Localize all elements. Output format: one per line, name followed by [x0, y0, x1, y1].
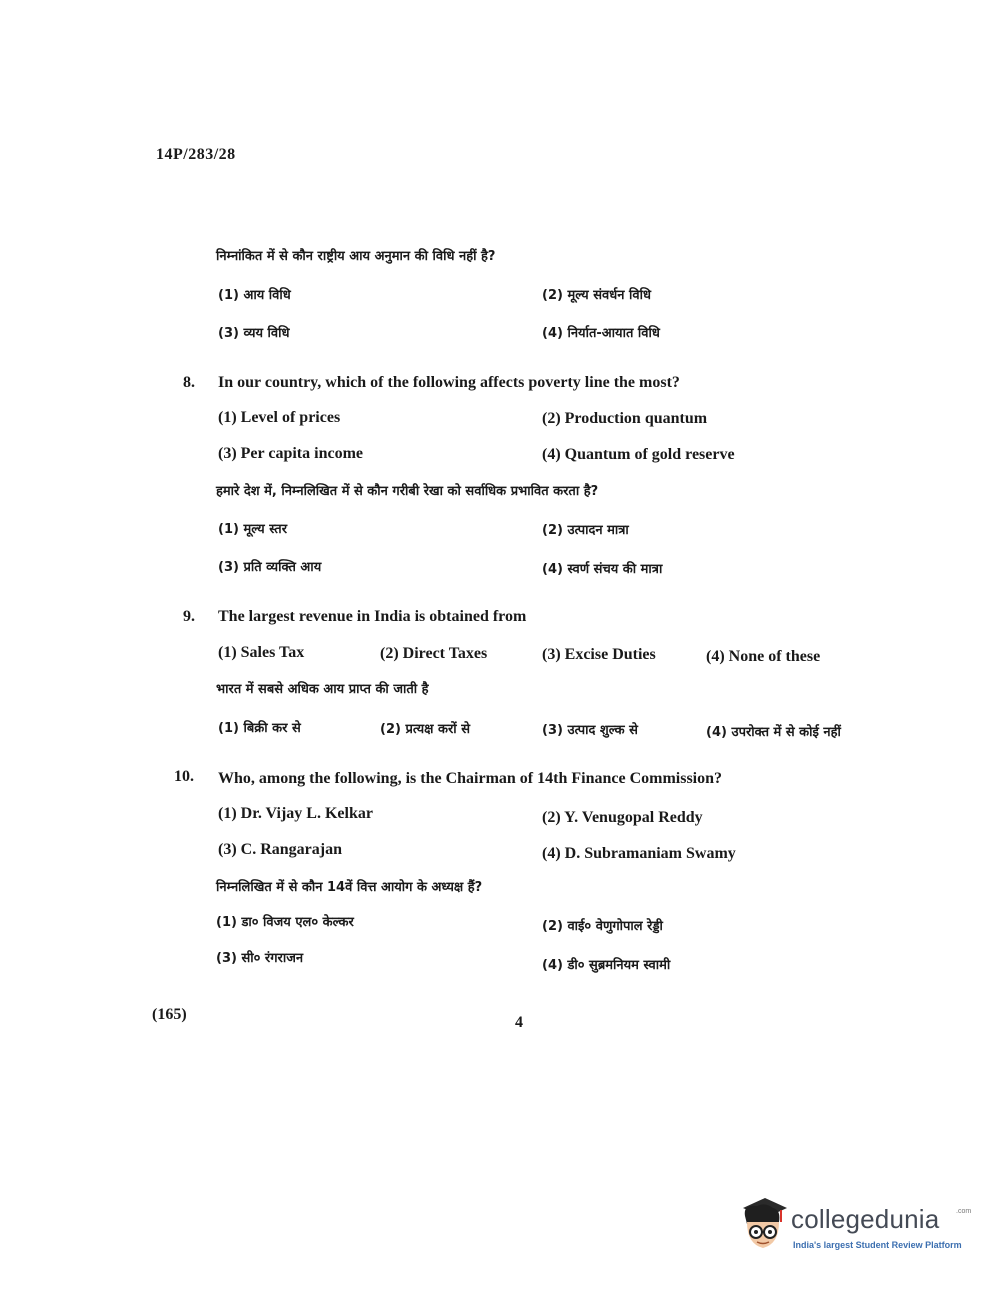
q9-option-1: (1) Sales Tax	[218, 644, 305, 661]
q9-hindi-option-4: (4) उपरोक्त में से कोई नहीं	[706, 725, 841, 740]
logo-tagline: India's largest Student Review Platform	[793, 1240, 962, 1250]
q10-hindi-option-4: (4) डी० सुब्रमनियम स्वामी	[542, 958, 671, 973]
q10-option-1: (1) Dr. Vijay L. Kelkar	[218, 805, 373, 822]
q8-question-text: In our country, which of the following affects poverty line the most?	[218, 374, 680, 391]
page-number: 4	[515, 1014, 523, 1031]
q10-option-2: (2) Y. Venugopal Reddy	[542, 809, 703, 826]
q8-hindi-option-1: (1) मूल्य स्तर	[218, 522, 288, 537]
q8-hindi-option-4: (4) स्वर्ण संचय की मात्रा	[542, 562, 663, 577]
q10-hindi-text: निम्नलिखित में से कौन 14वें वित्त आयोग के अध्यक्ष हैं?	[216, 880, 483, 895]
q10-question-text: Who, among the following, is the Chairman of 14th Finance Commission?	[218, 770, 723, 787]
q7-hindi-option-2: (2) मूल्य संवर्धन विधि	[542, 288, 651, 303]
collegedunia-logo	[735, 1196, 972, 1260]
q7-hindi-option-4: (4) निर्यात-आयात विधि	[542, 326, 660, 341]
q8-number: 8.	[183, 374, 195, 391]
q8-option-1: (1) Level of prices	[218, 409, 341, 426]
q9-option-2: (2) Direct Taxes	[380, 645, 488, 662]
logo-wordmark: collegedunia	[791, 1204, 940, 1234]
q10-option-3: (3) C. Rangarajan	[218, 841, 342, 858]
q8-option-2: (2) Production quantum	[542, 410, 708, 427]
logo-domain-suffix: .com	[956, 1208, 972, 1215]
q9-hindi-option-3: (3) उत्पाद शुल्क से	[542, 723, 638, 738]
q7-hindi-option-1: (1) आय विधि	[218, 288, 291, 303]
footer-code: (165)	[152, 1006, 187, 1023]
q10-hindi-option-1: (1) डा० विजय एल० केल्कर	[216, 915, 354, 930]
q7-hindi-option-3: (3) व्यय विधि	[218, 326, 290, 341]
q8-hindi-option-3: (3) प्रति व्यक्ति आय	[218, 560, 322, 575]
q8-option-3: (3) Per capita income	[218, 445, 363, 462]
q8-hindi-text: हमारे देश में, निम्नलिखित में से कौन गरीबी रेखा को सर्वाधिक प्रभावित करता है?	[216, 484, 599, 499]
q9-hindi-text: भारत में सबसे अधिक आय प्राप्त की जाती है	[216, 682, 429, 697]
q10-option-4: (4) D. Subramaniam Swamy	[542, 845, 736, 862]
q9-number: 9.	[183, 608, 195, 625]
q9-hindi-option-2: (2) प्रत्यक्ष करों से	[380, 722, 470, 737]
mascot-icon	[735, 1196, 791, 1258]
q10-hindi-option-2: (2) वाई० वेणुगोपाल रेड्डी	[542, 919, 663, 934]
q10-hindi-option-3: (3) सी० रंगराजन	[216, 951, 304, 966]
q9-option-4: (4) None of these	[706, 648, 821, 665]
q9-hindi-option-1: (1) बिक्री कर से	[218, 721, 301, 736]
q8-option-4: (4) Quantum of gold reserve	[542, 446, 735, 463]
paper-code: 14P/283/28	[156, 146, 236, 163]
q9-question-text: The largest revenue in India is obtained from	[218, 608, 527, 625]
q7-hindi-text: निम्नांकित में से कौन राष्ट्रीय आय अनुमान की विधि नहीं है?	[216, 249, 496, 264]
q9-option-3: (3) Excise Duties	[542, 646, 656, 663]
q10-number: 10.	[174, 768, 194, 785]
q8-hindi-option-2: (2) उत्पादन मात्रा	[542, 523, 629, 538]
